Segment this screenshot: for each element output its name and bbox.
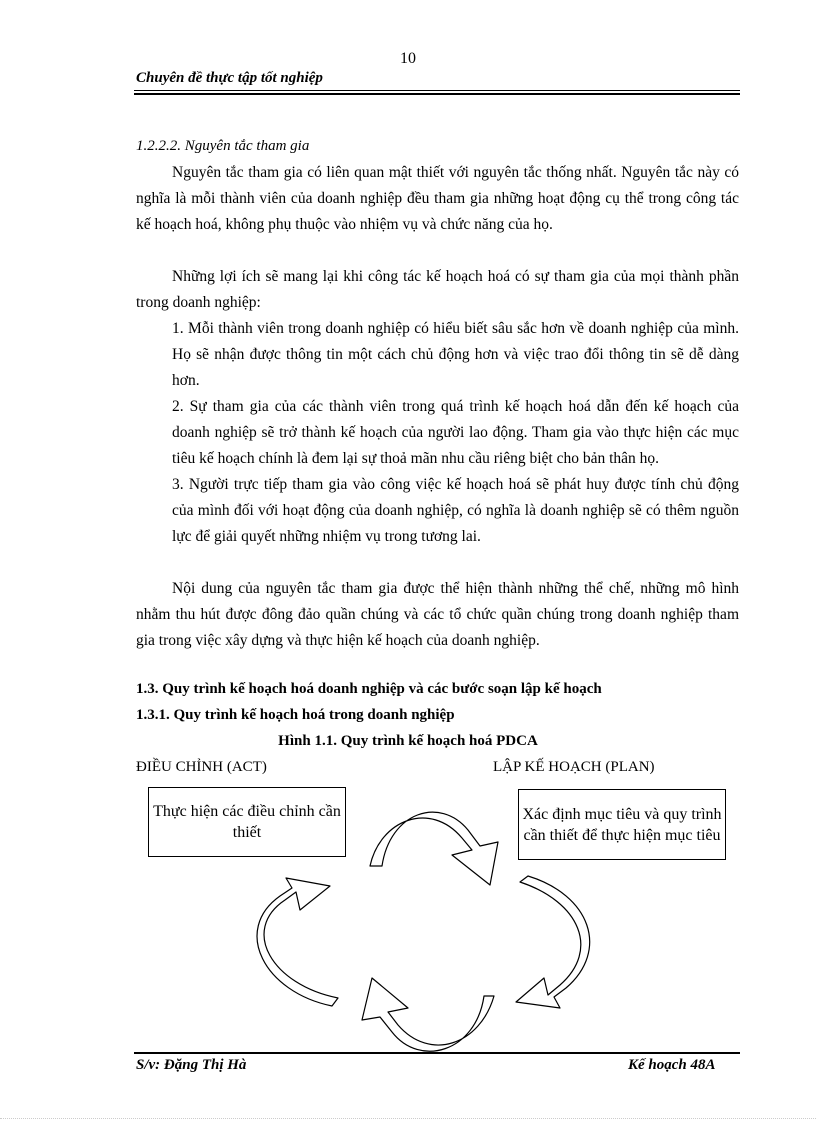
section-heading-131: 1.3.1. Quy trình kế hoạch hoá trong doanh nghiệp	[136, 707, 455, 723]
footer-class: Kế hoạch 48A	[628, 1057, 716, 1073]
footer-rule	[134, 1052, 740, 1054]
figure-title: Hình 1.1. Quy trình kế hoạch hoá PDCA	[278, 733, 538, 749]
cycle-arrow-right	[516, 876, 590, 1008]
para-1-text: Nguyên tắc tham gia có liên quan mật thiết với nguyên tắc thống nhất. Nguyên tắc này có nghĩa là mỗi thành viên của doanh nghiệp đều tham gia những hoạt động cụ thể trong công tác kế hoạch hoá, không phụ thuộc vào nhiệm vụ và chức năng của họ.	[136, 164, 739, 233]
list-item: 1. Mỗi thành viên trong doanh nghiệp có hiểu biết sâu sắc hơn về doanh nghiệp của mình. Họ sẽ nhận được thông tin một cách chủ động hơn và việc trao đổi thông tin sẽ dễ dàng hơn.	[172, 320, 739, 389]
act-box-text: Thực hiện các điều chỉnh cần thiết	[153, 803, 341, 841]
section-heading-13: 1.3. Quy trình kế hoạch hoá doanh nghiệp và các bước soạn lập kế hoạch	[136, 681, 602, 697]
page-number: 10	[400, 50, 416, 67]
page-bottom-dotted-line	[0, 1118, 816, 1120]
label-act: ĐIỀU CHỈNH (ACT)	[136, 759, 267, 775]
plan-box-text: Xác định mục tiêu và quy trình cần thiết để thực hiện mục tiêu	[522, 805, 722, 844]
list-item: 2. Sự tham gia của các thành viên trong quá trình kế hoạch hoá dẫn đến kế hoạch của doanh nghiệp sẽ trở thành kế hoạch của người lao động. Tham gia vào thực hiện các mục tiêu kế hoạch chính là đem lại sự thoả mãn nhu cầu riêng biệt cho bản thân họ.	[172, 398, 739, 467]
para-2-text: Những lợi ích sẽ mang lại khi công tác kế hoạch hoá có sự tham gia của mọi thành phần trong doanh nghiệp:	[136, 268, 739, 311]
cycle-arrow-left	[257, 878, 338, 1006]
cycle-arrow-top	[370, 812, 498, 885]
header-title: Chuyên đề thực tập tốt nghiệp	[136, 70, 323, 86]
label-plan: LẬP KẾ HOẠCH (PLAN)	[493, 759, 655, 775]
section-heading-1222: 1.2.2.2. Nguyên tắc tham gia	[136, 138, 310, 154]
list-item: 3. Người trực tiếp tham gia vào công việc kế hoạch hoá sẽ phát huy được tính chủ động của mình đối với hoạt động của doanh nghiệp, có nghĩa là doanh nghiệp sẽ có thêm nguồn lực để giải quyết những nhiệm vụ trong tương lai.	[172, 476, 739, 545]
footer-student: S/v: Đặng Thị Hà	[136, 1057, 247, 1073]
cycle-arrow-bottom	[362, 978, 494, 1051]
para-3-text: Nội dung của nguyên tắc tham gia được thể hiện thành những thể chế, những mô hình nhằm thu hút được đông đảo quần chúng và các tổ chức quần chúng trong doanh nghiệp tham gia trong việc xây dựng và thực hiện kế hoạch của doanh nghiệp.	[136, 580, 739, 649]
